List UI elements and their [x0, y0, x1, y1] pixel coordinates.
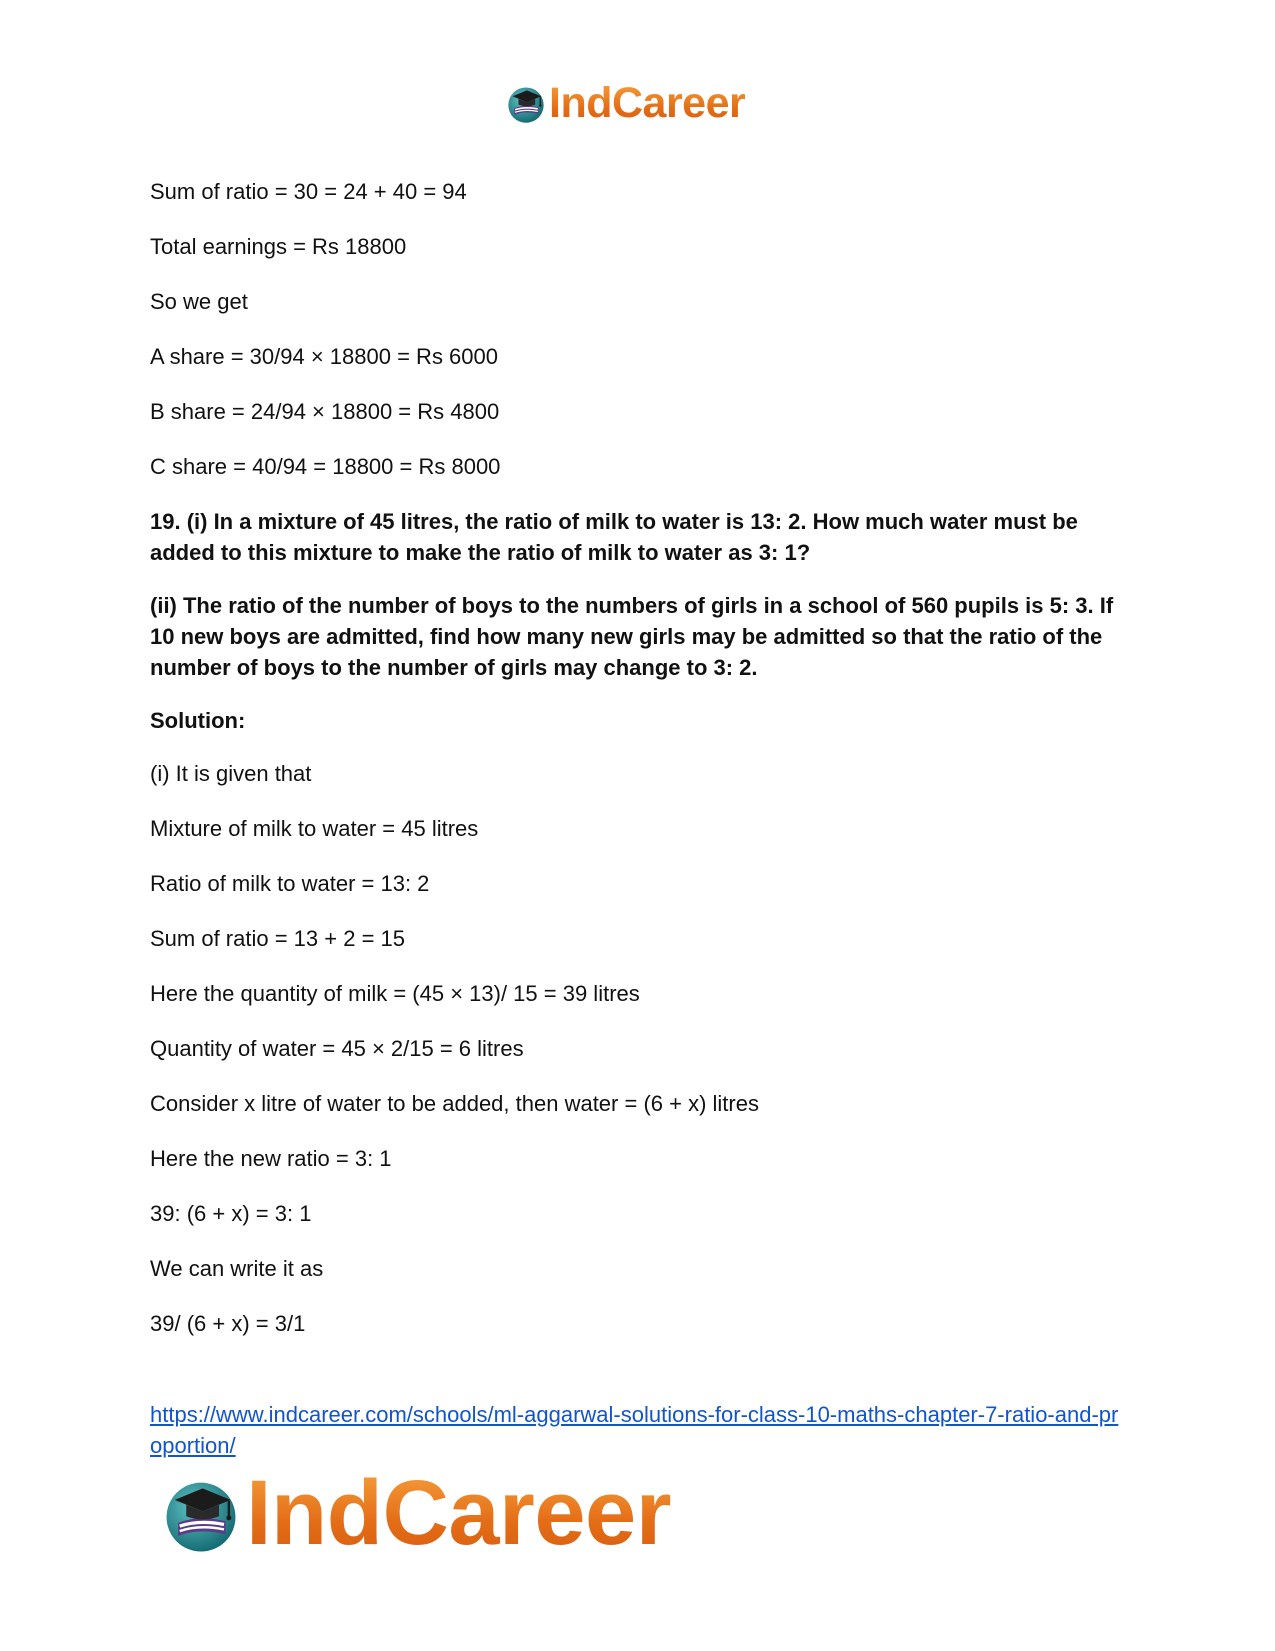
text-line: So we get	[150, 289, 248, 314]
solution-heading: Solution:	[150, 708, 246, 733]
solution-line: Sum of ratio = 13 + 2 = 15	[150, 926, 405, 951]
text-line: Sum of ratio = 30 = 24 + 40 = 94	[150, 179, 467, 204]
document-body	[150, 176, 1130, 1363]
graduation-cap-book-icon	[505, 82, 547, 124]
footer-logo-text: IndCareer	[246, 1462, 671, 1564]
question-part-i: 19. (i) In a mixture of 45 litres, the ratio of milk to water is 13: 2. How much water must be added to this mixture to make the ratio of milk to water as 3: 1?	[150, 509, 1078, 565]
text-line: A share = 30/94 × 18800 = Rs 6000	[150, 344, 498, 369]
graduation-cap-book-icon	[160, 1472, 242, 1554]
text-line: Total earnings = Rs 18800	[150, 234, 407, 259]
source-link[interactable]: https://www.indcareer.com/schools/ml-aggarwal-solutions-for-class-10-maths-chapter-7-ratio-and-proportion/	[150, 1402, 1119, 1458]
solution-line: Here the quantity of milk = (45 × 13)/ 15 = 39 litres	[150, 981, 640, 1006]
text-line: B share = 24/94 × 18800 = Rs 4800	[150, 399, 500, 424]
solution-line: Mixture of milk to water = 45 litres	[150, 816, 479, 841]
header-logo-text: IndCareer	[549, 78, 746, 127]
footer-logo	[160, 1462, 671, 1564]
solution-line: Ratio of milk to water = 13: 2	[150, 871, 430, 896]
solution-line: Quantity of water = 45 × 2/15 = 6 litres	[150, 1036, 524, 1061]
question-part-ii: (ii) The ratio of the number of boys to the numbers of girls in a school of 560 pupils is 5: 3. If 10 new boys are admitted, find how many new girls may be admitted so that the ratio of the number of boys to the number of girls may change to 3: 2.	[150, 593, 1114, 680]
text-line: C share = 40/94 = 18800 = Rs 8000	[150, 454, 501, 479]
solution-line: We can write it as	[150, 1256, 324, 1281]
solution-line: (i) It is given that	[150, 761, 312, 786]
header-logo	[505, 80, 745, 126]
solution-line: Here the new ratio = 3: 1	[150, 1146, 392, 1171]
solution-line: 39/ (6 + x) = 3/1	[150, 1311, 306, 1336]
solution-line: 39: (6 + x) = 3: 1	[150, 1201, 312, 1226]
solution-line: Consider x litre of water to be added, then water = (6 + x) litres	[150, 1091, 759, 1116]
